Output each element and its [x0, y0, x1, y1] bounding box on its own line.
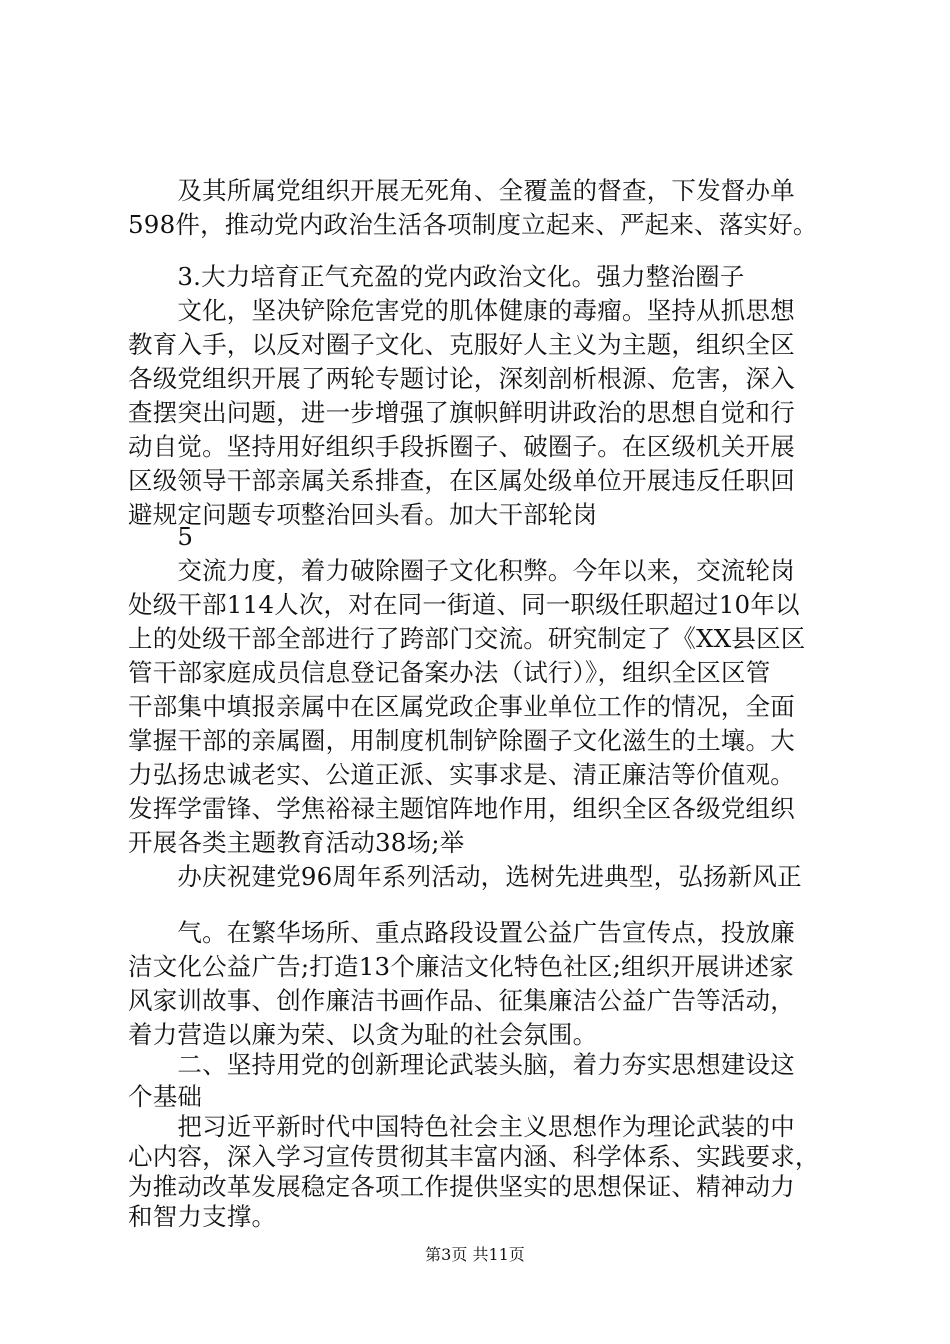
- body-line: 避规定问题专项整治回头看。加大干部轮岗: [128, 500, 598, 529]
- body-line: 为推动改革发展稳定各项工作提供坚实的思想保证、精神动力: [128, 1172, 795, 1201]
- body-line: 发挥学雷锋、学焦裕禄主题馆阵地作用，组织全区各级党组织: [128, 794, 795, 823]
- body-line: 把习近平新时代中国特色社会主义思想作为理论武装的中: [128, 1112, 795, 1141]
- body-line: 干部集中填报亲属中在区属党政企事业单位工作的情况，全面: [128, 692, 795, 721]
- page-number-footer: 第3页 共11页: [425, 1245, 525, 1264]
- body-line: 掌握干部的亲属圈，用制度机制铲除圈子文化滋生的土壤。大: [128, 726, 795, 755]
- body-line: 上的处级干部全部进行了跨部门交流。研究制定了《XX县区区: [128, 624, 806, 653]
- body-line: 文化，坚决铲除危害党的肌体健康的毒瘤。坚持从抓思想: [128, 296, 795, 325]
- body-line: 5: [128, 522, 194, 551]
- body-line: 气。在繁华场所、重点路段设置公益广告宣传点，投放廉: [128, 918, 795, 947]
- body-line: 开展各类主题教育活动38场;举: [128, 828, 465, 857]
- body-line: 处级干部114人次，对在同一街道、同一职级任职超过10年以: [128, 590, 800, 619]
- body-line: 及其所属党组织开展无死角、全覆盖的督查，下发督办单: [128, 176, 795, 205]
- section-heading: 个基础: [128, 1082, 203, 1111]
- body-line: 各级党组织开展了两轮专题讨论，深刻剖析根源、危害，深入: [128, 364, 795, 393]
- section-heading: 3.大力培育正气充盈的党内政治文化。强力整治圈子: [128, 262, 745, 291]
- section-heading: 二、坚持用党的创新理论武装头脑，着力夯实思想建设这: [128, 1050, 795, 1079]
- body-line: 动自觉。坚持用好组织手段拆圈子、破圈子。在区级机关开展: [128, 432, 795, 461]
- body-line: 和智力支撑。: [128, 1202, 277, 1231]
- body-line: 管干部家庭成员信息登记备案办法（试行）》，组织全区区管: [128, 658, 771, 687]
- body-line: 心内容，深入学习宣传贯彻其丰富内涵、科学体系、实践要求，: [128, 1142, 820, 1171]
- body-line: 区级领导干部亲属关系排查，在区属处级单位开展违反任职回: [128, 466, 795, 495]
- body-line: 力弘扬忠诚老实、公道正派、实事求是、清正廉洁等价值观。: [128, 760, 795, 789]
- body-line: 风家训故事、创作廉洁书画作品、征集廉洁公益广告等活动，: [128, 986, 795, 1015]
- body-line: 教育入手，以反对圈子文化、克服好人主义为主题，组织全区: [128, 330, 795, 359]
- body-line: 查摆突出问题，进一步增强了旗帜鲜明讲政治的思想自觉和行: [128, 398, 795, 427]
- body-line: 598件，推动党内政治生活各项制度立起来、严起来、落实好。: [128, 210, 818, 239]
- body-line: 交流力度，着力破除圈子文化积弊。今年以来，交流轮岗: [128, 556, 795, 585]
- body-line: 洁文化公益广告;打造13个廉洁文化特色社区;组织开展讲述家: [128, 952, 794, 981]
- body-line: 着力营造以廉为荣、以贪为耻的社会氛围。: [128, 1020, 598, 1049]
- body-line: 办庆祝建党96周年系列活动，选树先进典型，弘扬新风正: [128, 862, 802, 891]
